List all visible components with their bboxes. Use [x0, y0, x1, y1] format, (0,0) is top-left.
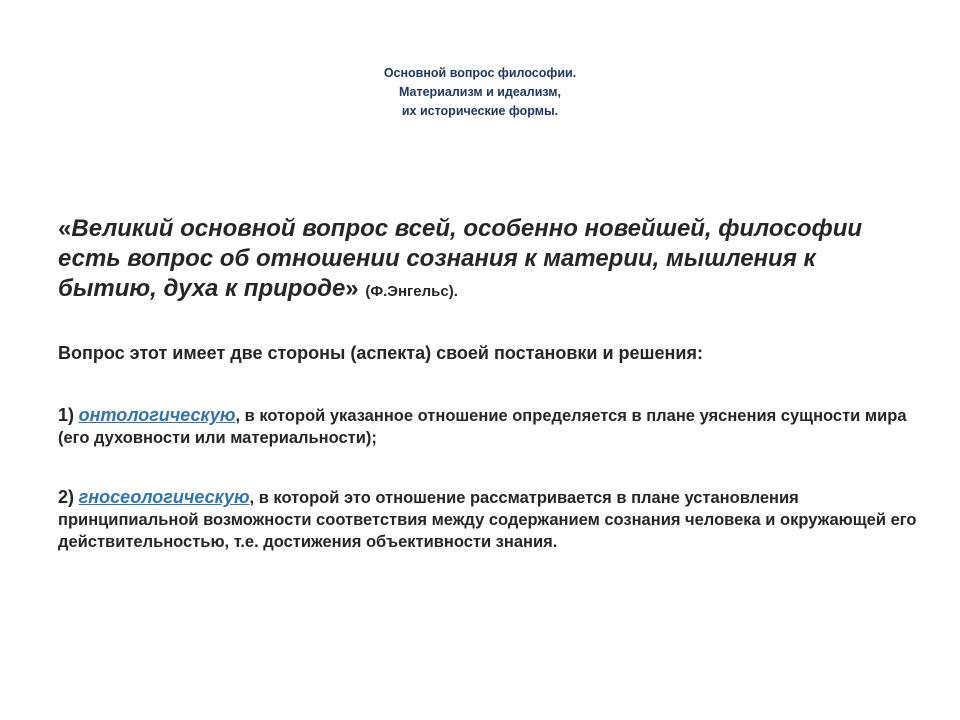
quote-close-mark: »	[345, 275, 359, 302]
quote-open-mark: «	[58, 215, 72, 242]
engels-quote	[58, 214, 918, 307]
ontological-link[interactable]: онтологическую	[78, 405, 236, 425]
gnoseological-link[interactable]: гносеологическую	[78, 487, 250, 507]
aspect-item-gnoseological	[58, 486, 918, 553]
quote-text: Великий основной вопрос всей, особенно новейшей, философии есть вопрос об отношении сознания к материи, мышления к бытию, духа к природе	[58, 215, 863, 302]
title-line-3: их исторические формы.	[401, 104, 559, 118]
intro-text: Вопрос этот имеет две стороны (аспекта) своей постановки и решения:	[58, 343, 703, 363]
quote-author: (Ф.Энгельс).	[365, 283, 458, 300]
item-number: 1)	[58, 405, 75, 425]
item-text: , в которой указанное отношение определяется в плане уяснения сущности мира (его духовности или материальности);	[58, 407, 907, 447]
title-line-1: Основной вопрос философии.	[383, 66, 577, 80]
item-text: , в которой это отношение рассматривается в плане установления принципиальной возможности соответствия между содержанием сознания человека и окружающей его действительностью, т.е. достижения объективности знания.	[58, 489, 917, 551]
item-number: 2)	[58, 487, 75, 507]
aspect-item-ontological	[58, 404, 918, 449]
title-line-2: Материализм и идеализм,	[398, 85, 562, 99]
slide-title	[0, 64, 960, 121]
